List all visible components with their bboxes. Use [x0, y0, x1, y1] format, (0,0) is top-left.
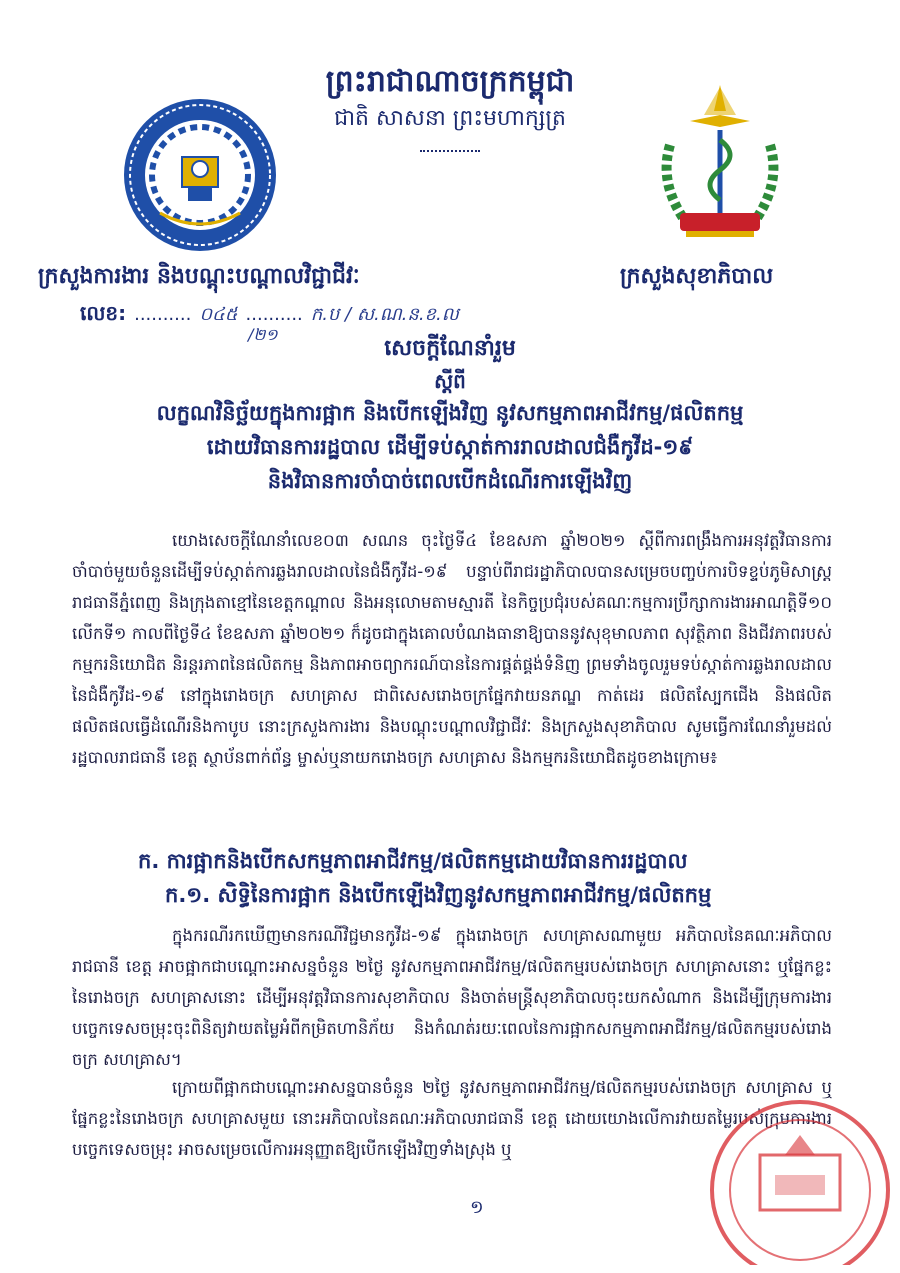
ministry-labour-logo [120, 95, 280, 255]
section-a1-heading: ក.១. សិទ្ធិនៃការផ្អាក និងបើកឡើងវិញនូវសកម្មភាពអាជីវកម្ម/ផលិតកម្ម [165, 883, 712, 907]
motto-heading: ជាតិ សាសនា ព្រះមហាក្សត្រ [334, 106, 566, 131]
document-type: សេចក្តីណែនាំរួម [384, 336, 516, 361]
official-stamp [690, 1095, 890, 1265]
header-divider [420, 150, 480, 152]
document-title-line-2: ដោយវិធានការរដ្ឋបាល ដើម្បីទប់ស្កាត់ការរាលដាលជំងឺកូវីដ-១៩ [206, 435, 694, 459]
page-number: ១ [470, 1197, 484, 1218]
document-title-line-3: និងវិធានការចាំបាច់ពេលបើកដំណើរការឡើងវិញ [267, 469, 633, 493]
reference-dots: .......... [134, 304, 192, 325]
document-about: ស្តីពី [434, 369, 466, 393]
reference-code: ក.ប / ស.ណ.ន.ខ.ល [310, 304, 459, 325]
ministry-health-name: ក្រសួងសុខាភិបាល [620, 264, 774, 289]
reference-label: លេខ: [80, 301, 127, 325]
intro-paragraph: យោងសេចក្តីណែនាំលេខ០៣ សណន ចុះថ្ងៃទី៤ ខែឧសភា ឆ្នាំ២០២១ ស្តីពីការពង្រឹងការអនុវត្តវិធានការចាំបាច់មួយចំនួនដើម្បីទប់ស្កាត់ការឆ្លងរាលដាលនៃជំងឺកូវីដ-១៩ បន្ទាប់ពីរាជរដ្ឋាភិបាលបានសម្រេចបញ្ចប់ការបិទខ្ទប់ភូមិសាស្ត្ររាជធានីភ្នំពេញ និងក្រុងតាខ្មៅនៃខេត្តកណ្តាល និងអនុលោមតាមស្មារតី នៃកិច្ចប្រជុំរបស់គណៈកម្មការប្រឹក្សាការងារអាណត្តិទី១០ លើកទី១ កាលពីថ្ងៃទី៤ ខែឧសភា ឆ្នាំ២០២១ ក៏ដូចជាក្នុងគោលបំណងធានាឱ្យបាននូវសុខុមាលភាព សុវត្ថិភាព និងជីវភាពរបស់កម្មករនិយោជិត និរន្តរភាពនៃផលិតកម្ម និងភាពអាចព្យាករណ៍បាននៃការផ្គត់ផ្គង់ទំនិញ ព្រមទាំងចូលរួមទប់ស្កាត់ការឆ្លងរាលដាលនៃជំងឺកូវីដ-១៩ នៅក្នុងរោងចក្រ សហគ្រាស ជាពិសេសរោងចក្រផ្នែកវាយនភណ្ឌ កាត់ដេរ ផលិតស្បែកជើង និងផលិតផលិតផលធ្វើដំណើរនិងកាបូប នោះក្រសួងការងារ និងបណ្តុះបណ្តាលវិជ្ជាជីវៈ និងក្រសួងសុខាភិបាល សូមធ្វើការណែនាំរួមដល់រដ្ឋបាលរាជធានី ខេត្ត ស្ថាប័នពាក់ព័ន្ធ ម្ចាស់ឬនាយករោងចក្រ សហគ្រាស និងកម្មករនិយោជិតដូចខាងក្រោម៖ [72, 531, 832, 767]
document-title-line-1: លក្ខណវិនិច្ឆ័យក្នុងការផ្អាក និងបើកឡើងវិញ នូវសកម្មភាពអាជីវកម្ម/ផលិតកម្ម [156, 401, 744, 425]
reference-dots-2: .......... [245, 304, 303, 325]
ministry-labour-name: ក្រសួងការងារ និងបណ្តុះបណ្តាលវិជ្ជាជីវៈ [38, 264, 360, 289]
section-a1-paragraph-1: ក្នុងករណីរកឃើញមានករណីវិជ្ជមានកូវីដ-១៩ ក្នុងរោងចក្រ សហគ្រាសណាមួយ អភិបាលនៃគណៈអភិបាលរាជធានី ខេត្ត អាចផ្អាកជាបណ្តោះអាសន្នចំនួន ២ថ្ងៃ នូវសកម្មភាពអាជីវកម្ម/ផលិតកម្មរបស់រោងចក្រ សហគ្រាសនោះ ឬផ្នែកខ្លះនៃរោងចក្រ សហគ្រាសនោះ ដើម្បីអនុវត្តវិធានការសុខាភិបាល និងចាត់មន្ត្រីសុខាភិបាលចុះយកសំណាក និងដើម្បីក្រុមការងារបច្ចេកទេសចម្រុះចុះពិនិត្យវាយតម្លៃអំពីកម្រិតហានិភ័យ និងកំណត់រយៈពេលនៃការផ្អាកសកម្មភាពអាជីវកម្ម/ផលិតកម្មរបស់រោងចក្រ សហគ្រាស។ [72, 926, 832, 1069]
section-a-heading: ក. ការផ្អាកនិងបើកសកម្មភាពអាជីវកម្ម/ផលិតកម្មដោយវិធានការរដ្ឋបាល [138, 849, 688, 873]
reference-number: ០៤៥ [199, 304, 238, 325]
ministry-health-logo [640, 85, 800, 255]
kingdom-heading: ព្រះរាជាណាចក្រកម្ពុជា [325, 64, 575, 99]
reference-year: /២១ [248, 325, 278, 344]
section-a1-paragraph-2: ក្រោយពីផ្អាកជាបណ្តោះអាសន្នបានចំនួន ២ថ្ងៃ នូវសកម្មភាពអាជីវកម្ម/ផលិតកម្មរបស់រោងចក្រ សហគ្រាស ឬផ្នែកខ្លះនៃរោងចក្រ សហគ្រាសមួយ នោះអភិបាលនៃគណៈអភិបាលរាជធានី ខេត្ត ដោយយោងលើការវាយតម្លៃរបស់ក្រុមការងារបច្ចេកទេសចម្រុះ អាចសម្រេចលើការអនុញ្ញាតឱ្យបើកឡើងវិញទាំងស្រុង ឬ [72, 1078, 832, 1159]
